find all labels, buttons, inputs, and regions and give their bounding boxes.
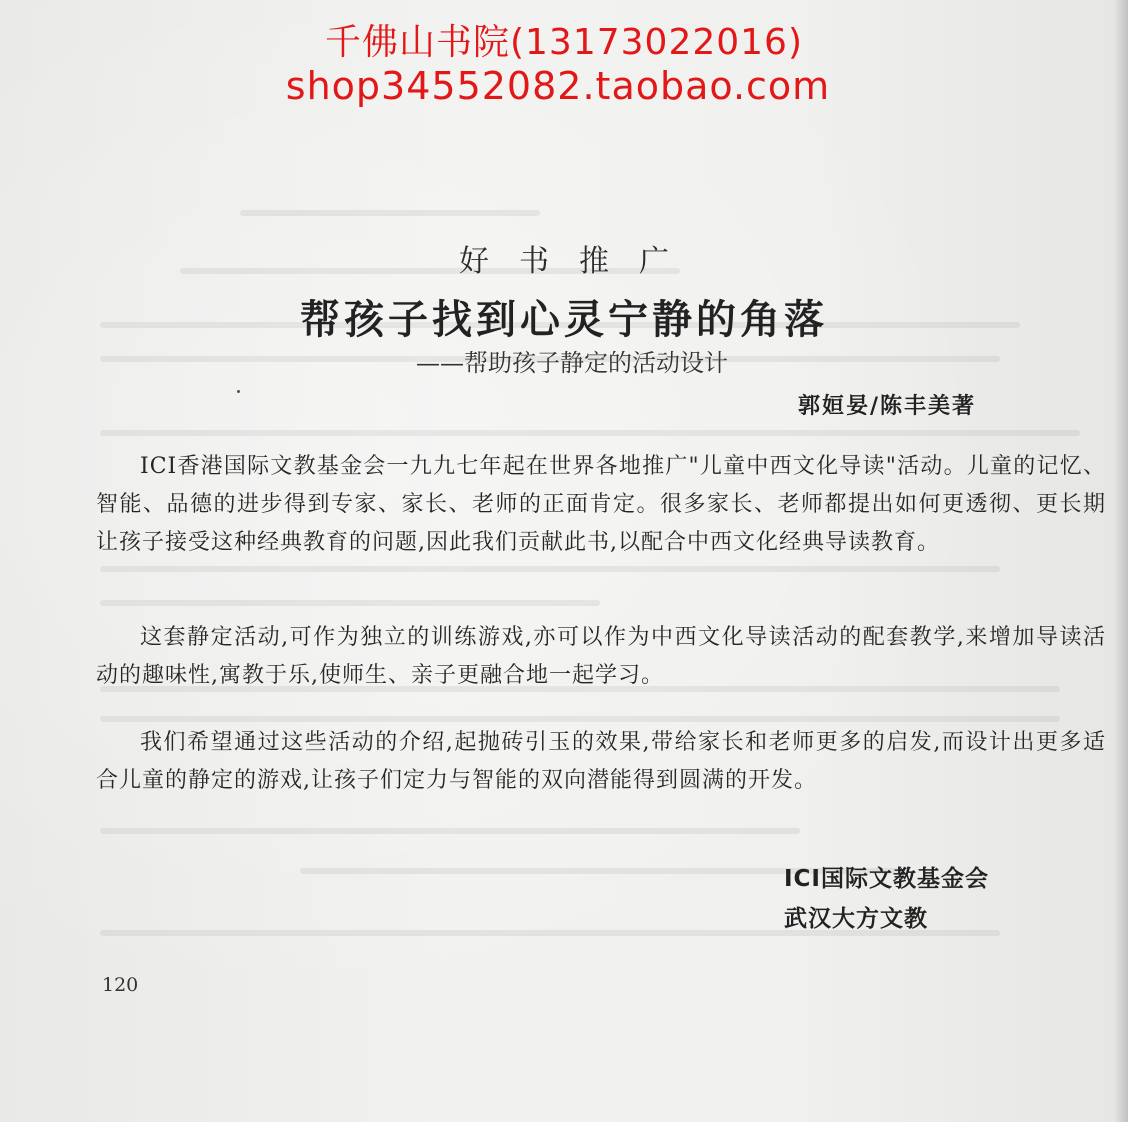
speck	[237, 390, 240, 393]
paragraph-text: ICI香港国际文教基金会一九九七年起在世界各地推广"儿童中西文化导读"活动。儿童的记忆、智能、品德的进步得到专家、家长、老师的正面肯定。很多家长、老师都提出如何更透彻、更长期让孩子接受这种经典教育的问题,因此我们贡献此书,以配合中西文化经典导读教育。	[96, 454, 1106, 555]
section-kicker: 好书推广	[459, 244, 699, 279]
page-edge-shadow	[1114, 0, 1128, 1122]
watermark-shop-url: shop34552082.taobao.com	[285, 64, 831, 108]
watermark-shop-name: 千佛山书院(13173022016)	[324, 22, 804, 63]
page-number: 120	[102, 974, 139, 996]
signature-org-2: 武汉大方文教	[784, 906, 928, 932]
signature-org-1: ICI国际文教基金会	[784, 866, 989, 892]
article-authors: 郭姮妟/陈丰美著	[797, 393, 976, 419]
paragraph-text: 这套静定活动,可作为独立的训练游戏,亦可以作为中西文化导读活动的配套教学,来增加导读活动的趣味性,寓教于乐,使师生、亲子更融合地一起学习。	[96, 625, 1106, 688]
paragraph-text: 我们希望通过这些活动的介绍,起抛砖引玉的效果,带给家长和老师更多的启发,而设计出更多适合儿童的静定的游戏,让孩子们定力与智能的双向潜能得到圆满的开发。	[96, 730, 1106, 793]
article-title: 帮孩子找到心灵宁静的角落	[300, 297, 828, 343]
body-paragraph	[96, 619, 1106, 695]
article-subtitle: ——帮助孩子静定的活动设计	[416, 349, 728, 377]
body-paragraph	[96, 448, 1106, 562]
body-paragraph	[96, 724, 1106, 800]
